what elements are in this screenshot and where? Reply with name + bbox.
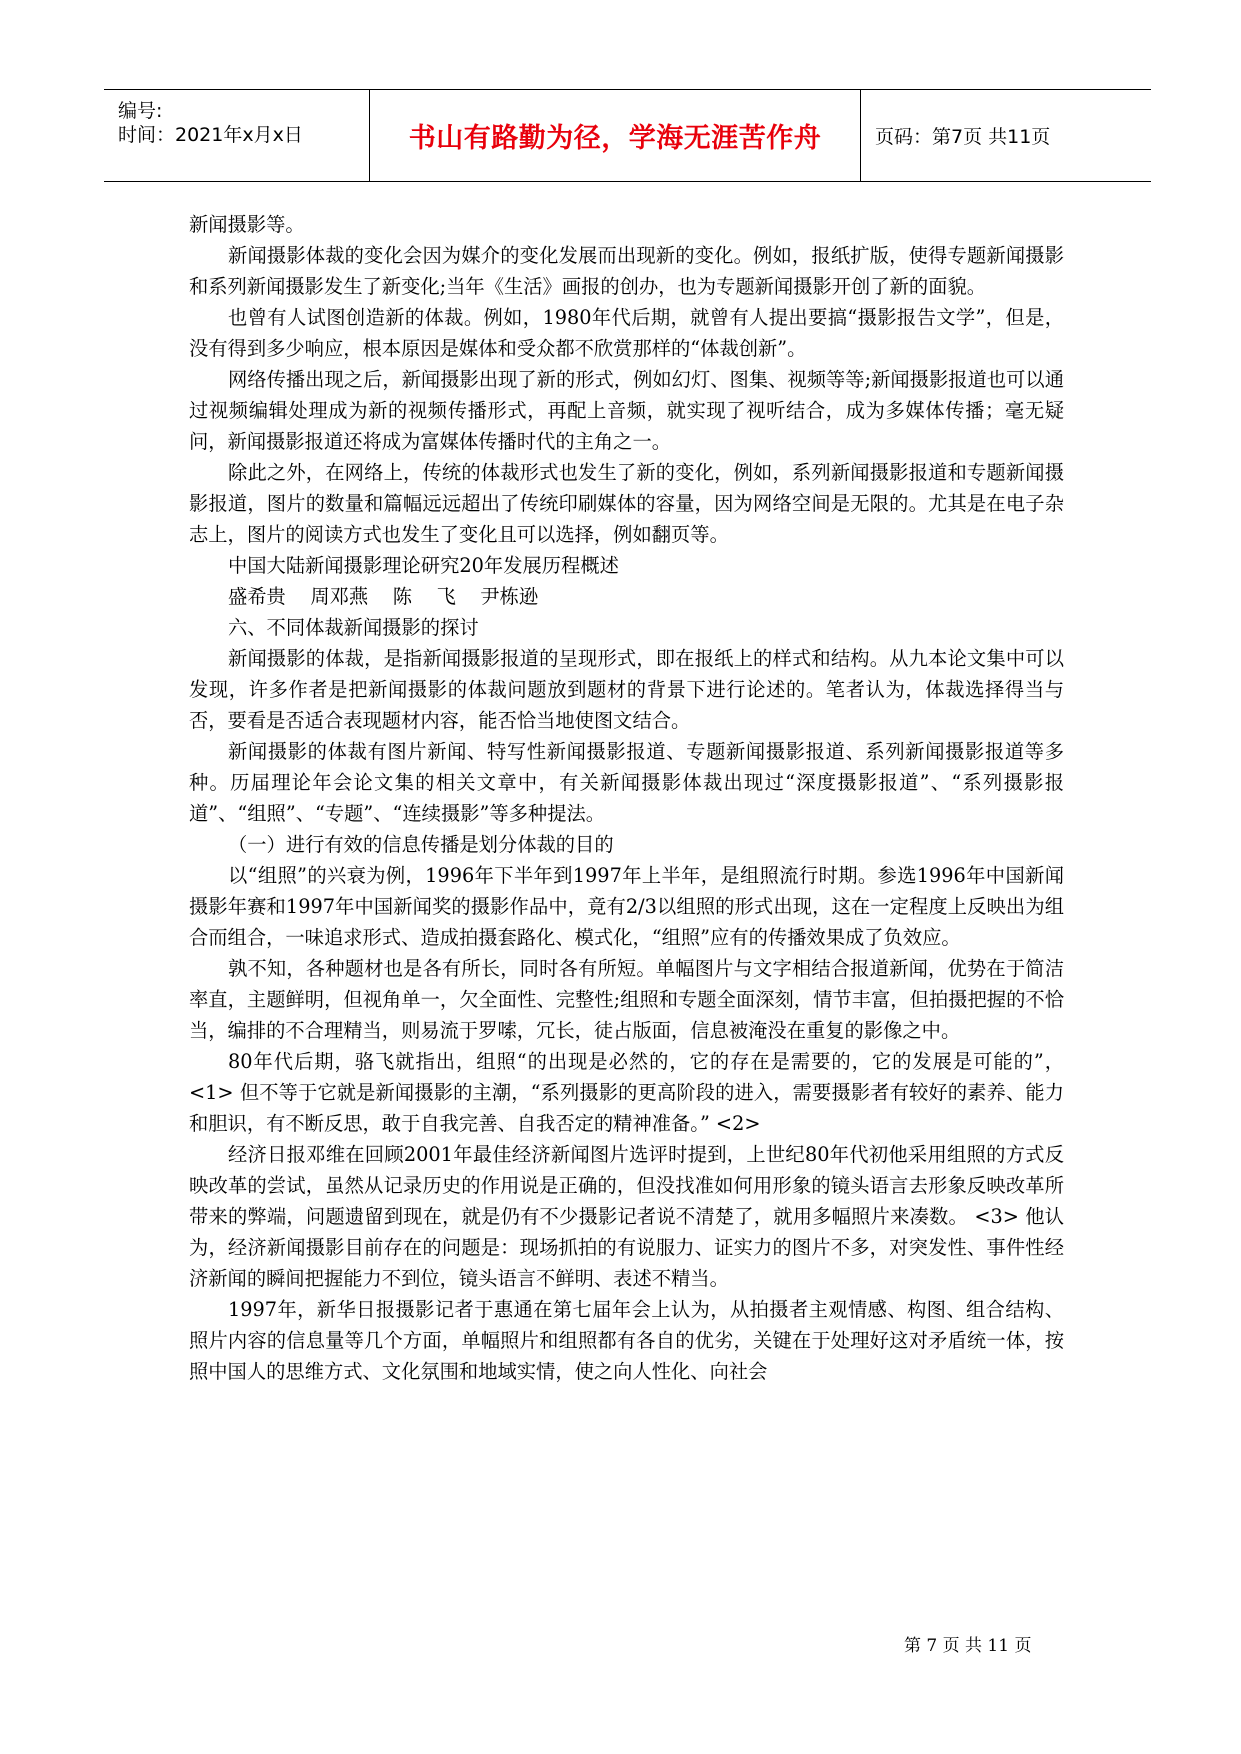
section-heading: 六、不同体裁新闻摄影的探讨	[228, 616, 479, 639]
page-footer-number: 第 7 页 共 11 页	[904, 1636, 1032, 1656]
page-header	[104, 89, 1151, 182]
paragraph: 以“组照”的兴衰为例，1996年下半年到1997年上半年，是组照流行时期。参选1996年中国新闻摄影年赛和1997年中国新闻奖的摄影作品中，竟有2/3以组照的形式出现，这在一定程度上反映出为组合而组合，一味追求形式、造成拍摄套路化、模式化，“组照”应有的传播效果成了负效应。	[189, 864, 1064, 949]
document-number-label: 编号:	[118, 100, 163, 122]
header-page-code: 页码：第7页 共11页	[875, 126, 1051, 148]
article-title: 中国大陆新闻摄影理论研究20年发展历程概述	[228, 554, 619, 577]
paragraph: 新闻摄影体裁的变化会因为媒介的变化发展而出现新的变化。例如，报纸扩版，使得专题新闻摄影和系列新闻摄影发生了新变化;当年《生活》画报的创办，也为专题新闻摄影开创了新的面貌。	[189, 244, 1064, 298]
paragraph: 新闻摄影的体裁有图片新闻、特写性新闻摄影报道、专题新闻摄影报道、系列新闻摄影报道等多种。历届理论年会论文集的相关文章中，有关新闻摄影体裁出现过“深度摄影报道”、“系列摄影报道”、“组照”、“专题”、“连续摄影”等多种提法。	[189, 740, 1064, 825]
paragraph: 除此之外，在网络上，传统的体裁形式也发生了新的变化，例如，系列新闻摄影报道和专题新闻摄影报道，图片的数量和篇幅远远超出了传统印刷媒体的容量，因为网络空间是无限的。尤其是在电子杂志上，图片的阅读方式也发生了变化且可以选择，例如翻页等。	[189, 461, 1064, 546]
paragraph: 孰不知，各种题材也是各有所长，同时各有所短。单幅图片与文字相结合报道新闻，优势在于简洁率直，主题鲜明，但视角单一，欠全面性、完整性;组照和专题全面深刻，情节丰富，但拍摄把握的不恰当，编排的不合理精当，则易流于罗嗦，冗长，徒占版面，信息被淹没在重复的影像之中。	[189, 957, 1064, 1042]
paragraph: 经济日报邓维在回顾2001年最佳经济新闻图片选评时提到，上世纪80年代初他采用组照的方式反映改革的尝试，虽然从记录历史的作用说是正确的，但没找准如何用形象的镜头语言去形象反映改革所带来的弊端，问题遗留到现在，就是仍有不少摄影记者说不清楚了，就用多幅照片来凑数。 <3> 他认为，经济新闻摄影目前存在的问题是：现场抓拍的有说服力、证实力的图片不多，对突发性、事件性经济新闻的瞬间把握能力不到位，镜头语言不鲜明、表述不精当。	[189, 1143, 1064, 1290]
header-meta-cell	[104, 90, 370, 181]
paragraph: 也曾有人试图创造新的体裁。例如，1980年代后期，就曾有人提出要搞“摄影报告文学”，但是，没有得到多少响应，根本原因是媒体和受众都不欣赏那样的“体裁创新”。	[189, 306, 1064, 360]
document-body	[189, 209, 1071, 1387]
header-motto-cell	[370, 90, 861, 181]
article-authors: 盛希贵 周邓燕 陈 飞 尹栋逊	[228, 585, 539, 608]
document-time-label: 时间：2021年x月x日	[118, 124, 303, 146]
subsection-heading: （一）进行有效的信息传播是划分体裁的目的	[228, 833, 614, 856]
header-page-cell	[861, 90, 1151, 181]
paragraph: 1997年，新华日报摄影记者于惠通在第七届年会上认为，从拍摄者主观情感、构图、组合结构、照片内容的信息量等几个方面，单幅照片和组照都有各自的优劣，关键在于处理好这对矛盾统一体，按照中国人的思维方式、文化氛围和地域实情，使之向人性化、向社会	[189, 1298, 1064, 1383]
paragraph: 80年代后期，骆飞就指出，组照“的出现是必然的，它的存在是需要的，它的发展是可能的”， <1> 但不等于它就是新闻摄影的主潮，“系列摄影的更高阶段的进入，需要摄影者有较好的素养、能力和胆识，有不断反思，敢于自我完善、自我否定的精神准备。” <2>	[189, 1050, 1071, 1135]
paragraph: 新闻摄影等。	[189, 213, 305, 236]
paragraph: 新闻摄影的体裁，是指新闻摄影报道的呈现形式，即在报纸上的样式和结构。从九本论文集中可以发现，许多作者是把新闻摄影的体裁问题放到题材的背景下进行论述的。笔者认为，体裁选择得当与否，要看是否适合表现题材内容，能否恰当地使图文结合。	[189, 647, 1064, 732]
header-motto: 书山有路勤为径，学海无涯苦作舟	[408, 123, 822, 154]
paragraph: 网络传播出现之后，新闻摄影出现了新的形式，例如幻灯、图集、视频等等;新闻摄影报道也可以通过视频编辑处理成为新的视频传播形式，再配上音频，就实现了视听结合，成为多媒体传播；毫无疑问，新闻摄影报道还将成为富媒体传播时代的主角之一。	[189, 368, 1064, 453]
